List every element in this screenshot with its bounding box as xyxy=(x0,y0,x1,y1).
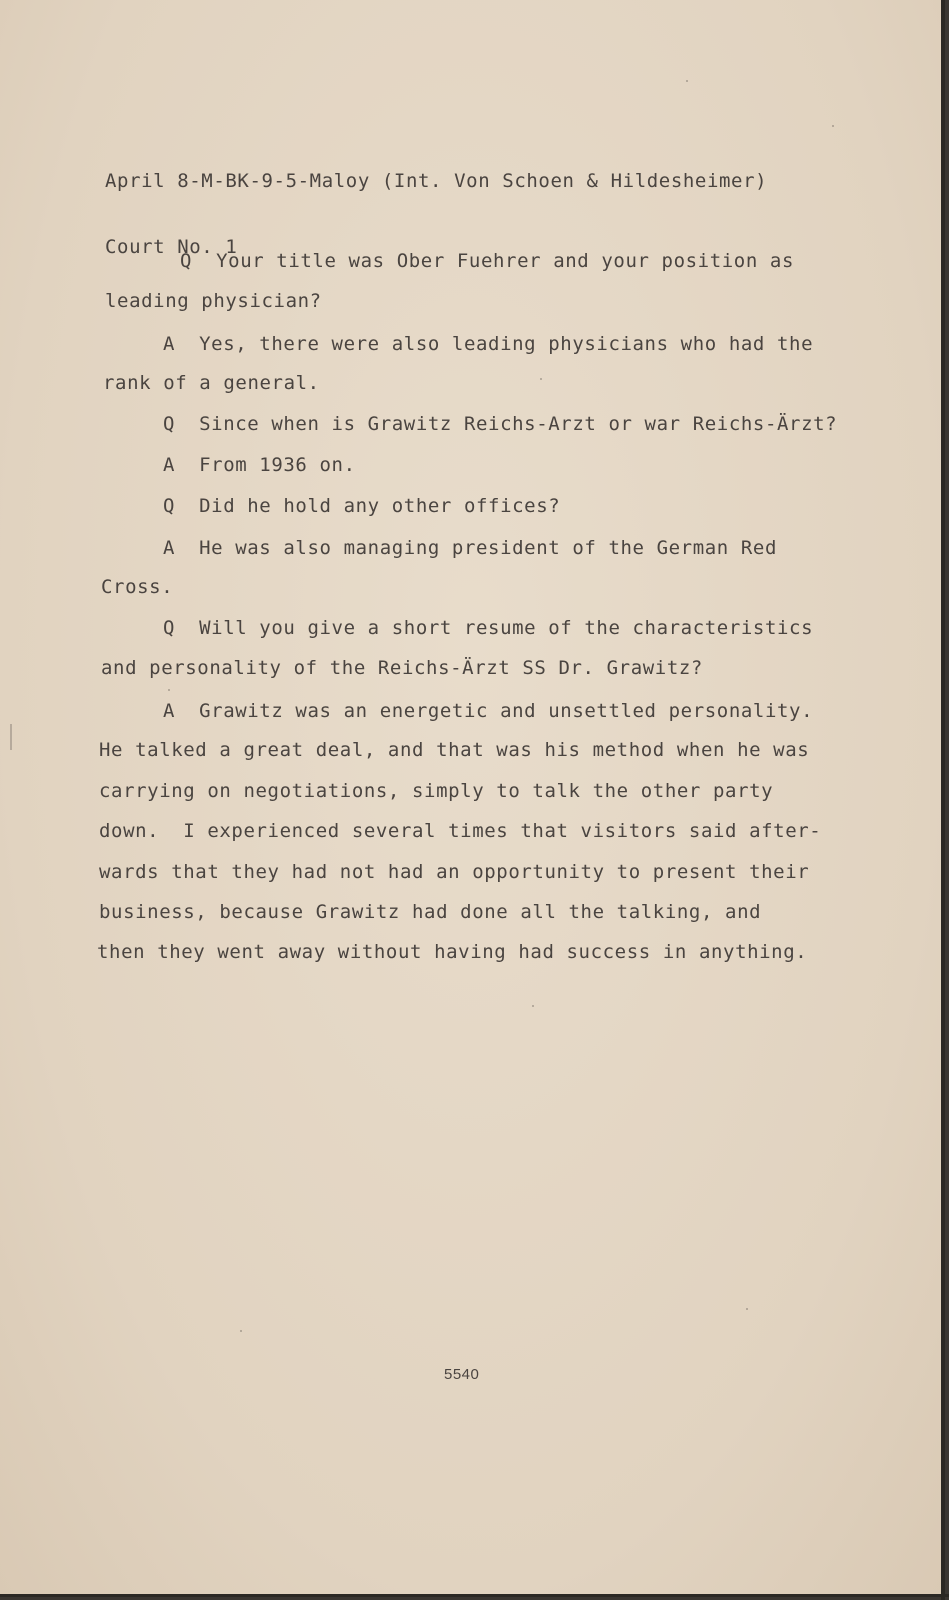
paper-speck xyxy=(532,1005,534,1007)
transcript-line: He talked a great deal, and that was his method when he was xyxy=(99,739,810,761)
transcript-line: Q Your title was Ober Fuehrer and your position as xyxy=(180,250,794,272)
transcript-line: A He was also managing president of the German Red xyxy=(163,537,777,559)
transcript-line: A Grawitz was an energetic and unsettled personality. xyxy=(163,700,814,722)
transcript-line: rank of a general. xyxy=(103,372,320,394)
transcript-line: A From 1936 on. xyxy=(163,454,356,476)
paper-speck xyxy=(540,378,542,380)
scan-edge-right xyxy=(941,0,945,1600)
margin-mark xyxy=(10,724,12,750)
transcript-line: Q Will you give a short resume of the characteristics xyxy=(163,617,814,639)
transcript-line: and personality of the Reichs-Ärzt SS Dr. Grawitz? xyxy=(101,657,703,679)
page-number: 5540 xyxy=(444,1366,480,1383)
scan-edge-bottom xyxy=(0,1594,949,1597)
transcript-line: leading physician? xyxy=(105,290,322,312)
transcript-line: wards that they had not had an opportunity to present their xyxy=(99,861,810,883)
transcript-line: carrying on negotiations, simply to talk the other party xyxy=(99,780,774,802)
paper-speck xyxy=(168,689,170,691)
transcript-line: A Yes, there were also leading physicians who had the xyxy=(163,333,814,355)
transcript-line: down. I experienced several times that visitors said after- xyxy=(99,820,822,842)
transcript-line: business, because Grawitz had done all the talking, and xyxy=(99,901,762,923)
header-case-line: April 8-M-BK-9-5-Maloy (Int. Von Schoen & Hildesheimer) xyxy=(105,170,768,192)
transcript-line: Q Since when is Grawitz Reichs-Arzt or war Reichs-Ärzt? xyxy=(163,413,838,435)
paper-speck xyxy=(746,1308,748,1310)
transcript-line: Q Did he hold any other offices? xyxy=(163,495,561,517)
document-header xyxy=(105,126,767,302)
paper-speck xyxy=(686,80,688,82)
transcript-line: Cross. xyxy=(101,576,174,598)
paper-speck xyxy=(832,125,834,127)
transcript-line: then they went away without having had success in anything. xyxy=(97,941,808,963)
header-court-line: Court No. 1 xyxy=(105,236,238,258)
paper-speck xyxy=(240,1330,242,1332)
